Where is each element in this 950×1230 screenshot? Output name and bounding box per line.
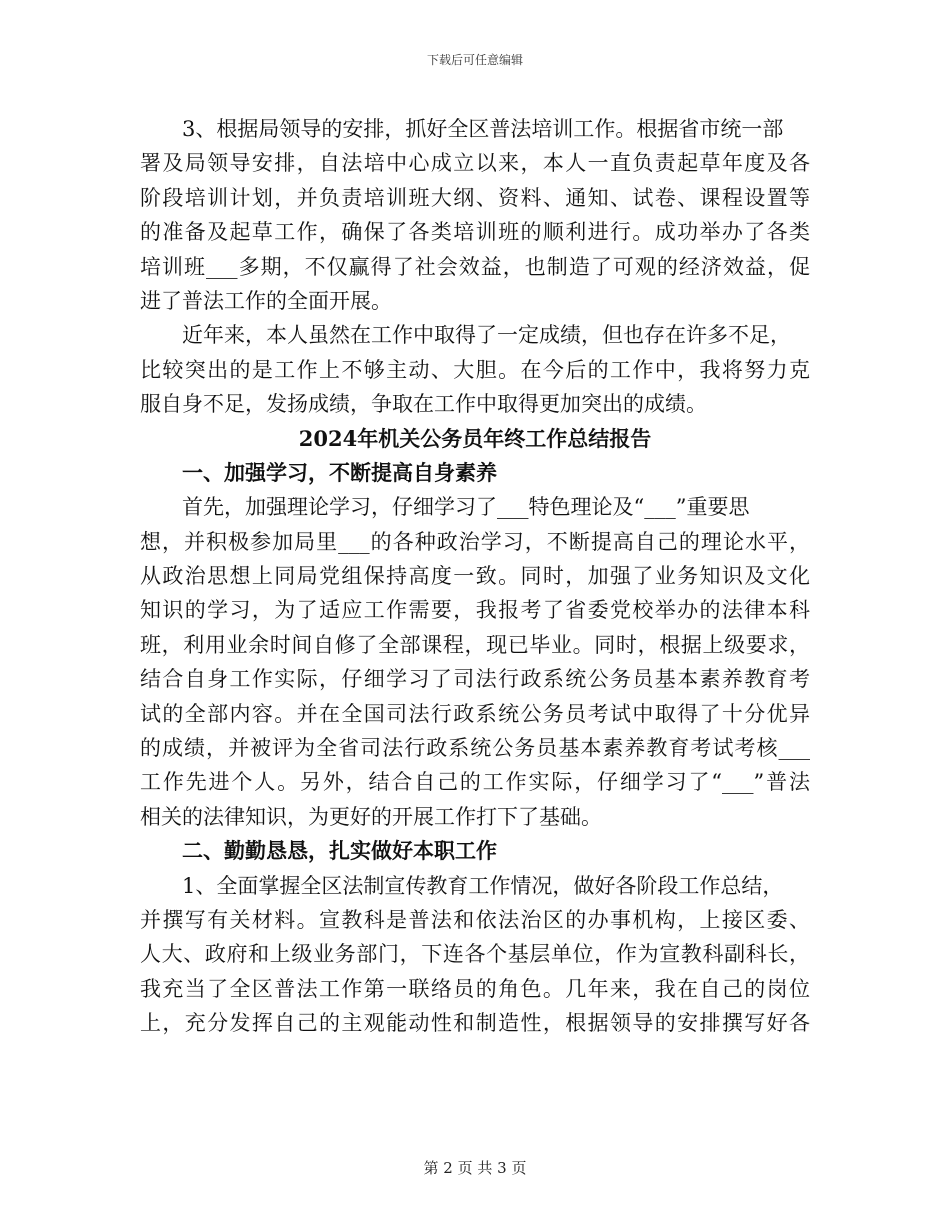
paragraph-line: 工作先进个人。另外，结合自己的工作实际，仔细学习了“___”普法	[140, 770, 810, 795]
paragraph-line: 知识的学习，为了适应工作需要，我报考了省委党校举办的法律本科	[140, 598, 810, 623]
paragraph-line: 并撰写有关材料。宣教科是普法和依法治区的办事机构，上接区委、	[140, 907, 810, 932]
paragraph-line: 阶段培训计划，并负责培训班大纲、资料、通知、试卷、课程设置等	[140, 185, 810, 210]
paragraph-line: 服自身不足，发扬成绩，争取在工作中取得更加突出的成绩。	[140, 392, 707, 417]
paragraph-line: 1、全面掌握全区法制宣传教育工作情况，做好各阶段工作总结，	[182, 873, 784, 898]
paragraph-line: 结合自身工作实际，仔细学习了司法行政系统公务员基本素养教育考	[140, 667, 810, 692]
paragraph-line: 3、根据局领导的安排，抓好全区普法培训工作。根据省市统一部	[182, 117, 784, 141]
paragraph-line: 近年来，本人虽然在工作中取得了一定成绩，但也存在许多不足，	[182, 323, 791, 348]
page-header: 下载后可任意编辑	[426, 53, 523, 67]
paragraph-line: 相关的法律知识，为更好的开展工作打下了基础。	[140, 804, 602, 829]
paragraph-line: 班，利用业余时间自修了全部课程，现已毕业。同时，根据上级要求，	[140, 632, 810, 657]
paragraph-line: 想，并积极参加局里___的各种政治学习，不断提高自己的理论水平，	[140, 529, 810, 554]
paragraph-line: 的准备及起草工作，确保了各类培训班的顺利进行。成功举办了各类	[140, 220, 810, 245]
paragraph-line: 培训班___多期，不仅赢得了社会效益，也制造了可观的经济效益，促	[140, 254, 810, 279]
paragraph-line: 比较突出的是工作上不够主动、大胆。在今后的工作中，我将努力克	[140, 357, 810, 382]
page-footer: 第 2 页 共 3 页	[423, 1159, 527, 1177]
paragraph-line: 上，充分发挥自己的主观能动性和制造性，根据领导的安排撰写好各	[140, 1011, 810, 1036]
paragraph-line: 署及局领导安排，自法培中心成立以来，本人一直负责起草年度及各	[140, 151, 810, 176]
paragraph-line: 试的全部内容。并在全国司法行政系统公务员考试中取得了十分优异	[140, 701, 810, 726]
section-heading: 二、勤勤恳恳，扎实做好本职工作	[182, 838, 497, 864]
paragraph-line: 从政治思想上同局党组保持高度一致。同时，加强了业务知识及文化	[140, 564, 810, 589]
paragraph-line: 我充当了全区普法工作第一联络员的角色。几年来，我在自己的岗位	[140, 976, 810, 1001]
paragraph-line: 进了普法工作的全面开展。	[140, 288, 392, 313]
paragraph-line: 首先，加强理论学习，仔细学习了___特色理论及“___”重要思	[182, 495, 750, 520]
section-heading: 一、加强学习，不断提高自身素养	[182, 459, 497, 485]
document-body	[140, 112, 810, 1041]
document-title: 2024年机关公务员年终工作总结报告	[298, 425, 652, 451]
paragraph-line: 人大、政府和上级业务部门，下连各个基层单位，作为宣教科副科长，	[140, 942, 810, 967]
paragraph-line: 的成绩，并被评为全省司法行政系统公务员基本素养教育考试考核___	[140, 736, 810, 761]
